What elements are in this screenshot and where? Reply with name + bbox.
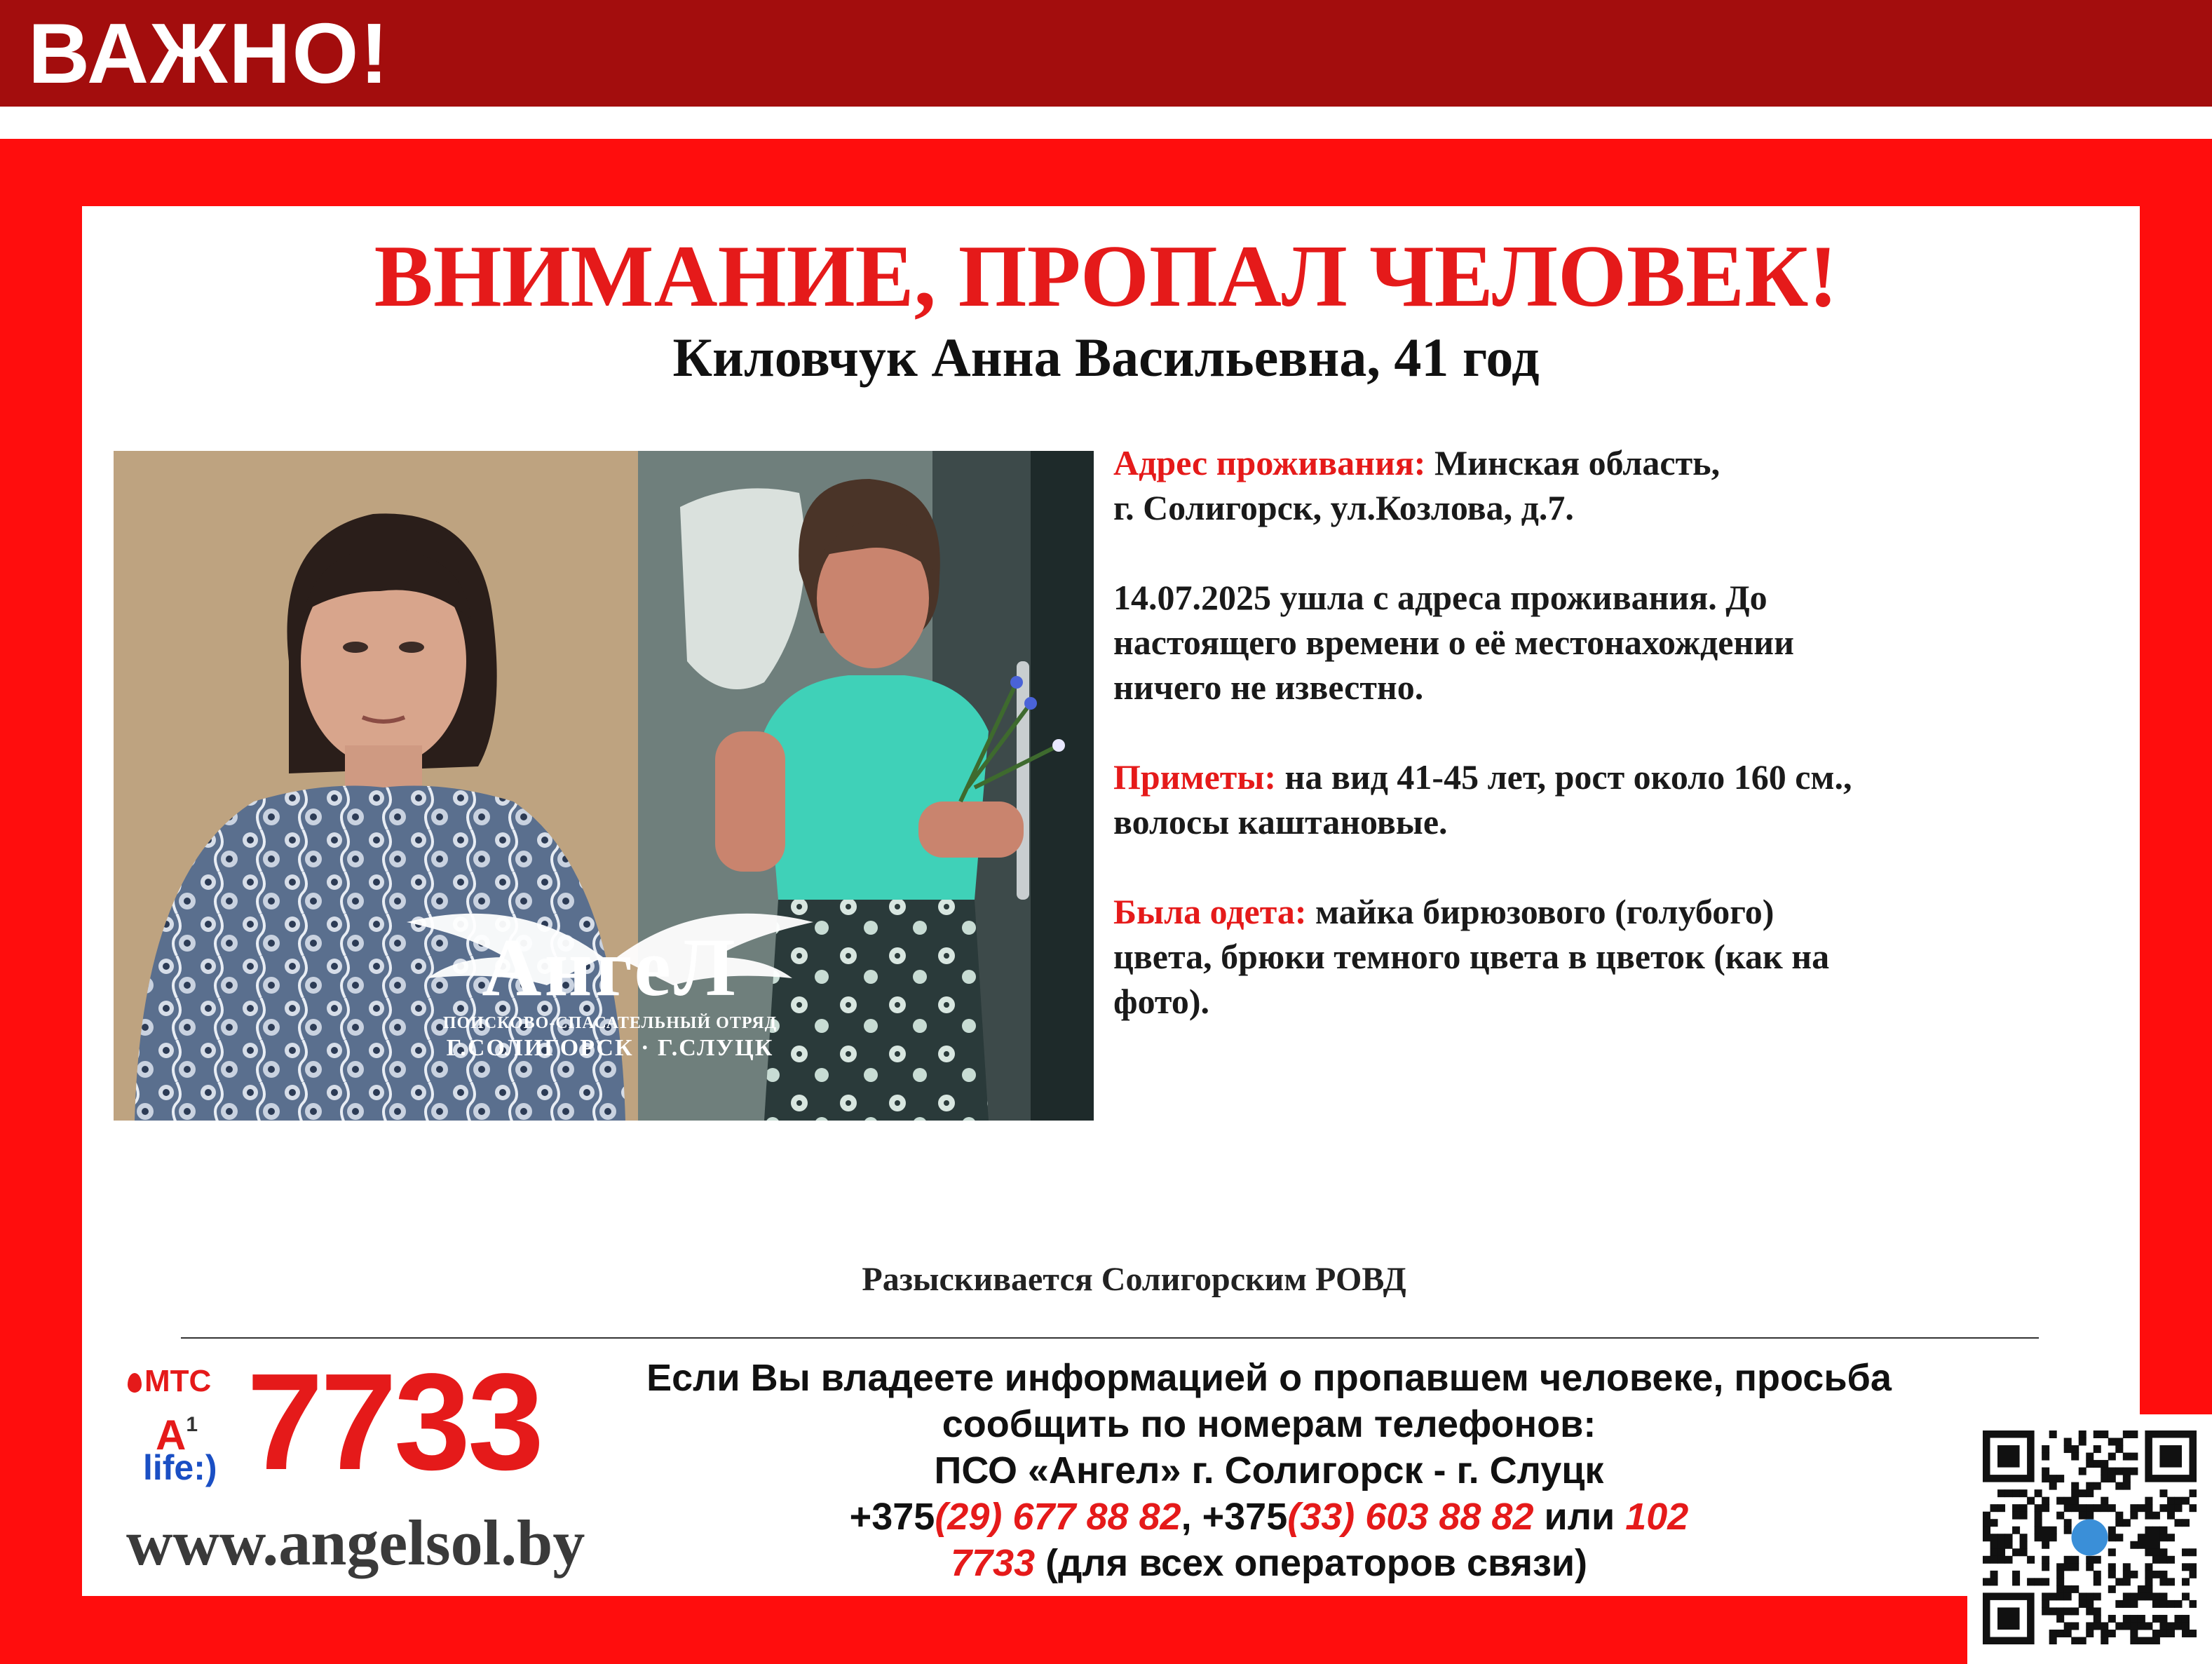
event-line1: 14.07.2025 ушла с адреса проживания. До [1113,578,1767,617]
address-paragraph [1113,440,2025,530]
address-value2: г. Солигорск, ул.Козлова, д.7. [1113,488,1574,527]
watermark-cities: Г.СОЛИГОРСК · Г.СЛУЦК [446,1035,774,1061]
signs-paragraph [1113,755,2025,844]
clothes-paragraph [1113,889,2025,1024]
event-line3: ничего не известно. [1113,668,1424,707]
phone-102[interactable]: 102 [1625,1496,1689,1538]
mts-logo [128,1364,211,1399]
event-line2: настоящего времени о её местонахождении [1113,623,1794,662]
phone-separator: , [1181,1496,1202,1538]
address-value: Минская область, [1434,443,1721,482]
divider [181,1337,2039,1339]
contact-line1: Если Вы владеете информацией о пропавшем человеке, просьба [646,1357,1892,1399]
phone-7733[interactable]: 7733 [950,1542,1036,1584]
person-name: Киловчук Анна Васильевна, 41 год [672,327,1540,388]
mts-egg-icon [128,1373,142,1393]
phone2-prefix: +375 [1202,1496,1288,1538]
clothes-label: Была одета: [1113,892,1307,931]
contact-line2: сообщить по номерам телефонов: [942,1403,1596,1445]
contact-line3: ПСО «Ангел» г. Солигорск - г. Слуцк [934,1449,1604,1491]
a1-sup: 1 [186,1413,198,1436]
wanted-by: Разыскивается Солигорским РОВД [862,1261,1406,1298]
or-text: или [1533,1496,1626,1538]
mts-label: МТС [144,1364,212,1398]
signs-value2: волосы каштановые. [1113,802,1448,841]
phone1[interactable]: (29) 677 88 82 [935,1496,1181,1538]
phone2[interactable]: (33) 603 88 82 [1287,1496,1534,1538]
top-banner [0,0,2212,107]
life-logo: life:) [143,1448,217,1487]
headline: ВНИМАНИЕ, ПРОПАЛ ЧЕЛОВЕК! [374,228,1838,325]
contact-block [568,1355,1970,1586]
clothes-value3: фото). [1113,982,1209,1021]
a1-label: A [156,1412,186,1459]
event-paragraph [1113,575,2025,710]
signs-label: Приметы: [1113,757,1277,797]
qr-code-icon[interactable] [1983,1430,2197,1644]
contact-line5 [568,1540,1970,1586]
phone1-prefix: +375 [849,1496,935,1538]
watermark-title: АнгеЛ [482,921,738,1013]
banner-label: ВАЖНО! [28,6,391,101]
watermark-subtitle: ПОИСКОВО-СПАСАТЕЛЬНЫЙ ОТРЯД [442,1014,778,1032]
clothes-value: майка бирюзового (голубого) [1315,892,1775,931]
address-label: Адрес проживания: [1113,443,1426,482]
short-number[interactable]: 7733 [247,1345,542,1499]
signs-value: на вид 41-45 лет, рост около 160 см., [1284,757,1852,797]
angel-watermark [393,880,827,1076]
details-block [1113,440,2025,1069]
clothes-value2: цвета, брюки темного цвета в цветок (как на [1113,937,1830,976]
contact-line4 [568,1494,1970,1540]
all-operators-text: (для всех операторов связи) [1035,1542,1588,1584]
website-link[interactable]: www.angelsol.by [126,1507,585,1578]
